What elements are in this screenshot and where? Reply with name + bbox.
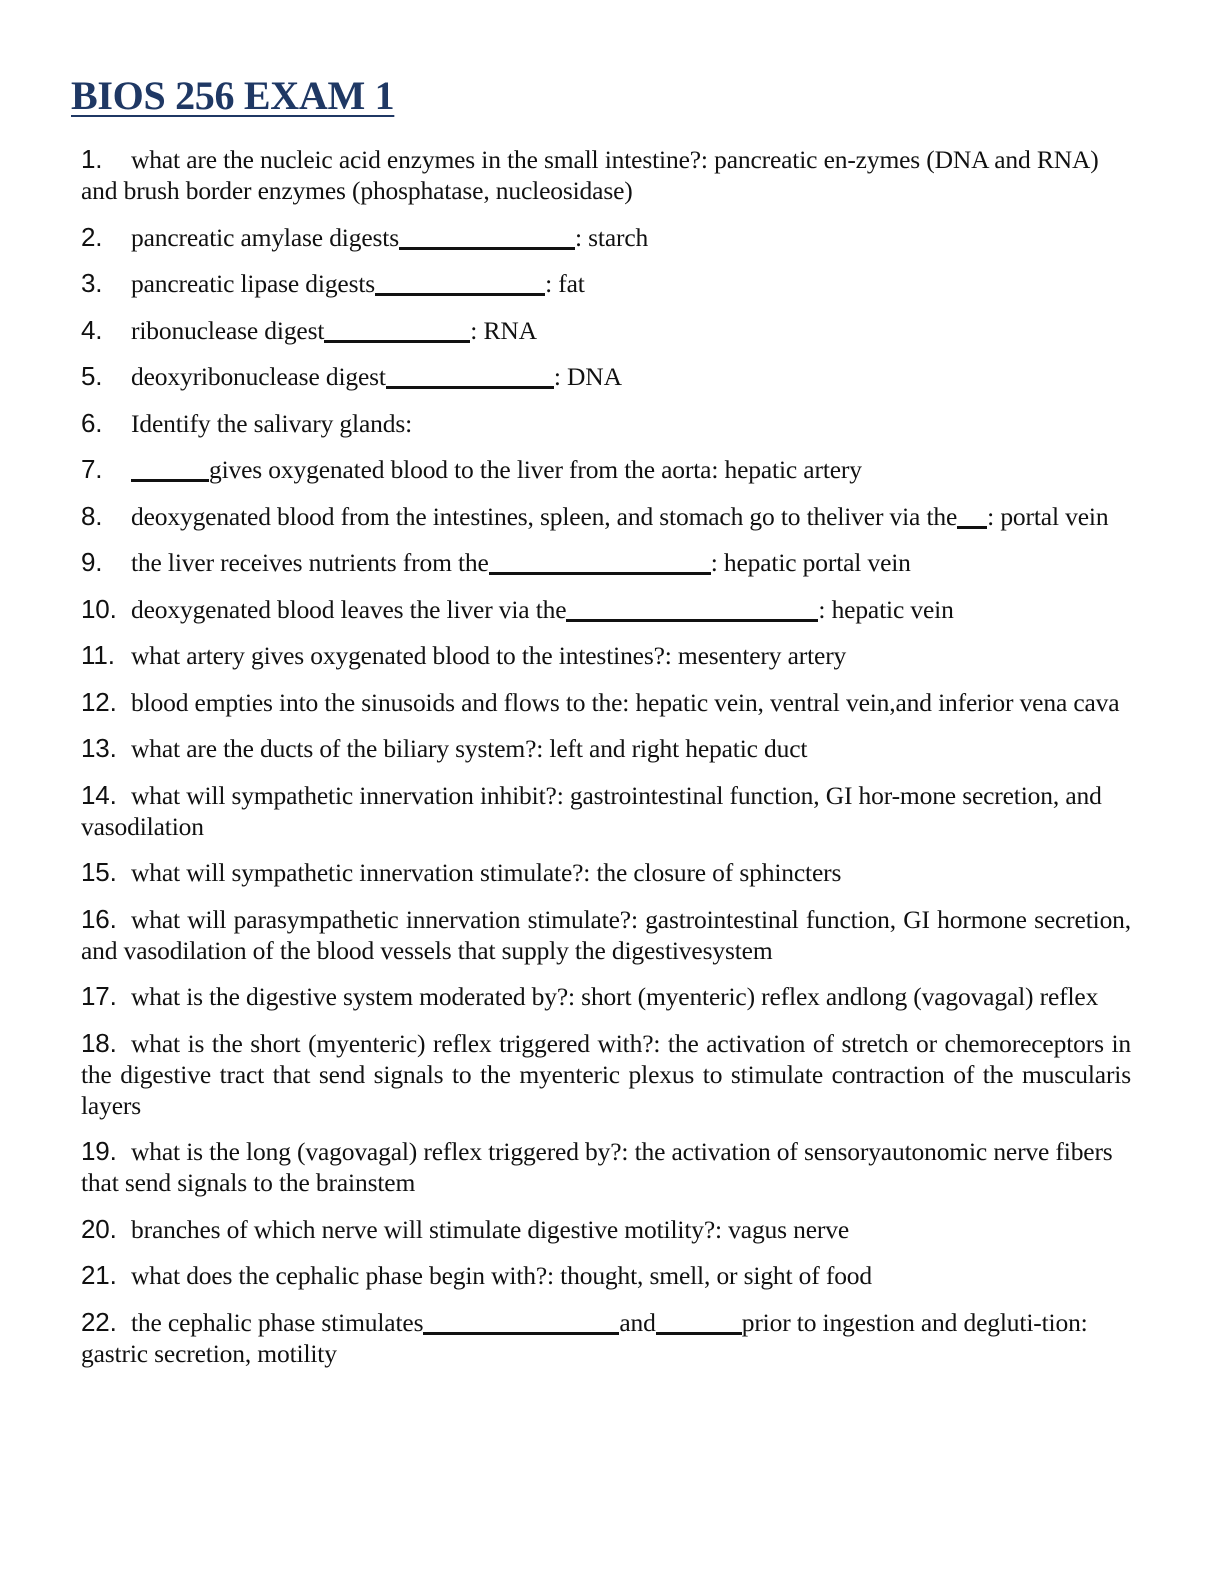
question-text: deoxygenated blood leaves the liver via the bbox=[131, 594, 567, 624]
answer-blank bbox=[566, 599, 818, 622]
question-answer: gives oxygenated blood to the liver from the aorta: hepatic artery bbox=[209, 455, 862, 484]
question-number: 9. bbox=[81, 547, 103, 577]
question-text: what artery gives oxygenated blood to the intestines?: mesentery artery bbox=[131, 641, 847, 670]
question-2 bbox=[81, 222, 1131, 253]
question-text: what will parasympathetic innervation stimulate?: gastrointestinal function, GI hormone secretion, and vasodilation of the blood vessels that supply the digestivesystem bbox=[81, 904, 1131, 965]
question-11 bbox=[81, 640, 1131, 671]
question-number: 15. bbox=[81, 857, 117, 887]
question-text: ribonuclease digest bbox=[131, 315, 325, 345]
question-answer: : portal vein bbox=[987, 501, 1109, 531]
answer-blank bbox=[386, 366, 554, 389]
question-number: 13. bbox=[81, 733, 117, 763]
page-title: BIOS 256 EXAM 1 bbox=[71, 73, 395, 118]
question-text-middle: and bbox=[619, 1307, 656, 1337]
question-number: 11. bbox=[81, 640, 115, 670]
question-text: what are the nucleic acid enzymes in the small intestine?: pancreatic en-zymes (DNA and RNA) and brush border enzymes (phosphatase, nucleosidase) bbox=[81, 145, 1099, 205]
question-text: what are the ducts of the biliary system?: left and right hepatic duct bbox=[131, 734, 808, 763]
answer-blank bbox=[656, 1312, 742, 1335]
question-16 bbox=[81, 904, 1131, 966]
question-text: branches of which nerve will stimulate digestive motility?: vagus nerve bbox=[131, 1214, 850, 1244]
question-number: 19. bbox=[81, 1136, 117, 1166]
question-8 bbox=[81, 501, 1131, 532]
question-answer: prior to ingestion and degluti-tion: gastric secretion, motility bbox=[81, 1307, 1088, 1368]
question-number: 3. bbox=[81, 268, 103, 298]
question-21 bbox=[81, 1260, 1131, 1291]
answer-blank bbox=[324, 320, 470, 343]
question-text: deoxyribonuclease digest bbox=[131, 362, 386, 391]
answer-blank bbox=[131, 459, 209, 482]
answer-blank bbox=[489, 552, 711, 575]
question-text: Identify the salivary glands: bbox=[131, 408, 413, 438]
question-number: 22. bbox=[81, 1306, 117, 1337]
question-text: the cephalic phase stimulates bbox=[131, 1307, 424, 1337]
question-text: pancreatic lipase digests bbox=[131, 269, 376, 298]
question-text: what is the short (myenteric) reflex triggered with?: the activation of stretch or chemoreceptors in the digestive tract that send signals to the myenteric plexus to stimulate contraction of the muscularis layers bbox=[81, 1028, 1131, 1120]
question-17 bbox=[81, 981, 1131, 1012]
question-4 bbox=[81, 315, 1131, 346]
question-12 bbox=[81, 687, 1131, 718]
question-number: 4. bbox=[81, 314, 103, 345]
question-number: 12. bbox=[81, 686, 117, 717]
answer-blank bbox=[375, 273, 545, 296]
question-text: what does the cephalic phase begin with?: thought, smell, or sight of food bbox=[131, 1261, 872, 1290]
answer-blank bbox=[399, 227, 575, 250]
question-number: 17. bbox=[81, 981, 117, 1011]
question-13 bbox=[81, 733, 1131, 764]
question-number: 18. bbox=[81, 1027, 117, 1058]
question-5 bbox=[81, 361, 1131, 392]
question-number: 20. bbox=[81, 1213, 117, 1244]
question-answer: : DNA bbox=[553, 362, 622, 391]
question-3 bbox=[81, 268, 1131, 299]
document-page bbox=[71, 72, 1131, 1384]
question-number: 8. bbox=[81, 500, 103, 531]
question-6 bbox=[81, 408, 1131, 439]
question-15 bbox=[81, 857, 1131, 888]
question-18 bbox=[81, 1028, 1131, 1121]
question-text: what is the digestive system moderated by?: short (myenteric) reflex andlong (vagovagal) reflex bbox=[131, 982, 1099, 1011]
question-text: what will sympathetic innervation inhibit?: gastrointestinal function, GI hor-mone secretion, and vasodilation bbox=[81, 780, 1102, 841]
question-number: 16. bbox=[81, 903, 117, 934]
question-number: 7. bbox=[81, 454, 103, 484]
question-answer: : RNA bbox=[470, 315, 537, 345]
question-answer: : hepatic portal vein bbox=[710, 548, 911, 577]
question-answer: : fat bbox=[545, 269, 585, 298]
question-number: 2. bbox=[81, 221, 103, 252]
question-number: 21. bbox=[81, 1260, 117, 1290]
question-text: deoxygenated blood from the intestines, spleen, and stomach go to theliver via the bbox=[131, 501, 958, 531]
question-text: what is the long (vagovagal) reflex triggered by?: the activation of sensoryautonomic nerve fibers that send signals to the brainstem bbox=[81, 1137, 1113, 1197]
question-text: blood empties into the sinusoids and flows to the: hepatic vein, ventral vein,and inferior vena cava bbox=[131, 687, 1120, 717]
question-number: 14. bbox=[81, 779, 117, 810]
question-text: pancreatic amylase digests bbox=[131, 222, 399, 252]
answer-blank bbox=[423, 1312, 619, 1335]
question-number: 5. bbox=[81, 361, 103, 391]
question-9 bbox=[81, 547, 1131, 578]
question-20 bbox=[81, 1214, 1131, 1245]
question-22 bbox=[81, 1307, 1131, 1369]
question-answer: : starch bbox=[574, 222, 649, 252]
question-7 bbox=[81, 454, 1131, 485]
question-text: the liver receives nutrients from the bbox=[131, 548, 489, 577]
question-answer: : hepatic vein bbox=[818, 594, 954, 624]
question-text: what will sympathetic innervation stimulate?: the closure of sphincters bbox=[131, 858, 842, 887]
question-10 bbox=[81, 594, 1131, 625]
question-19 bbox=[81, 1136, 1131, 1198]
answer-blank bbox=[957, 506, 987, 529]
question-14 bbox=[81, 780, 1131, 842]
question-1 bbox=[81, 144, 1131, 206]
question-number: 6. bbox=[81, 407, 103, 438]
question-number: 1. bbox=[81, 144, 103, 174]
question-number: 10. bbox=[81, 593, 117, 624]
